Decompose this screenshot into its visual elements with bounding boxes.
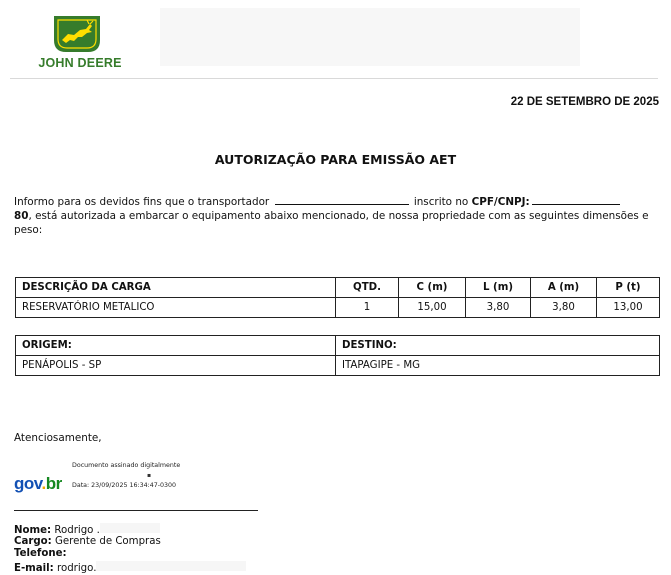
cnpj-label: CPF/CNPJ: [472,196,530,208]
para-text-2: inscrito no [414,196,468,208]
header-divider [10,78,658,79]
origin-value: PENÁPOLIS - SP [16,356,336,376]
cnpj-suffix: 80 [14,210,28,222]
logo-wordmark: JOHN DEERE [28,56,132,70]
signature-line [14,510,258,511]
company-logo [28,14,132,70]
para-text-1: Informo para os devidos fins que o transportador [14,196,269,208]
digital-signature-stamp [14,460,244,496]
authorization-paragraph [14,194,662,237]
cell-description: RESERVATÓRIO METALICO [16,298,336,318]
route-header-row [16,336,660,356]
cell-qty: 1 [336,298,399,318]
header-qty: QTD. [336,278,399,298]
header-c: C (m) [399,278,466,298]
origin-label: ORIGEM: [16,336,336,356]
table-row [16,356,660,376]
cnpj-blank [532,194,620,205]
cargo-header-row [16,278,660,298]
signer-phone: Telefone: [14,548,67,561]
header-p: P (t) [597,278,660,298]
document-title: AUTORIZAÇÃO PARA EMISSÃO AET [0,152,671,167]
redacted-header-area [160,8,580,66]
para-text-3: , está autorizada a embarcar o equipamento abaixo mencionado, de nossa propriedade com as seguintes dimensões e peso: [14,210,649,236]
document-date: 22 DE SETEMBRO DE 2025 [511,96,659,108]
signer-role: Cargo: Gerente de Compras [14,536,161,549]
signer-email: E-mail: rodrigo. [14,561,246,575]
cell-p: 13,00 [597,298,660,318]
closing-text: Atenciosamente, [14,432,102,444]
cell-a: 3,80 [531,298,597,318]
header-a: A (m) [531,278,597,298]
deer-logo-icon [52,14,102,54]
table-row [16,298,660,318]
transporter-blank [275,194,409,205]
signed-date-text: Data: 23/09/2025 16:34:47-0300 [72,482,176,489]
header-description: DESCRIÇÃO DA CARGA [16,278,336,298]
cell-l: 3,80 [466,298,531,318]
signed-digitally-text: Documento assinado digitalmente [72,462,180,469]
header-l: L (m) [466,278,531,298]
destination-label: DESTINO: [336,336,660,356]
cell-c: 15,00 [399,298,466,318]
cargo-table [15,277,660,318]
route-table [15,335,660,376]
govbr-logo: gov.br [14,474,62,494]
destination-value: ITAPAGIPE - MG [336,356,660,376]
signer-name: Nome: Rodrigo . [14,523,160,538]
signature-mark: ▪ [147,472,151,479]
